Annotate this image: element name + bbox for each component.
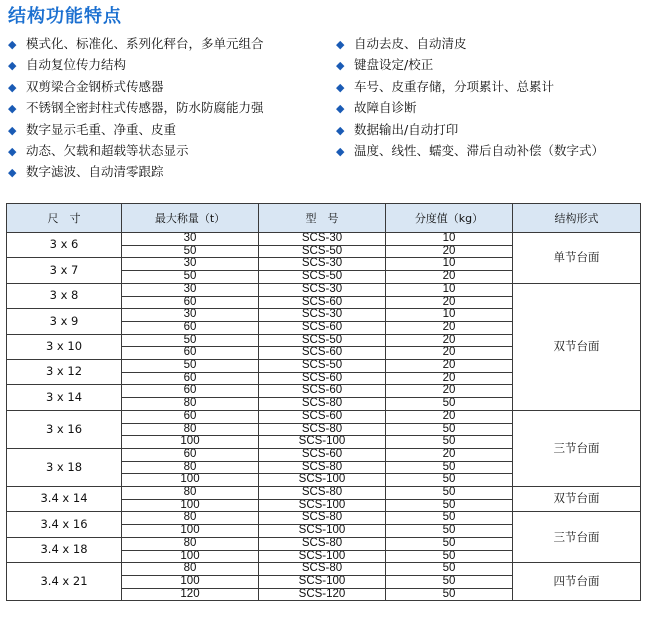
cell-division: 50 <box>386 550 513 563</box>
cell-size: 3 x 9 <box>7 309 122 334</box>
cell-division: 20 <box>386 334 513 347</box>
cell-capacity: 60 <box>122 372 259 385</box>
cell-capacity: 80 <box>122 461 259 474</box>
cell-model: SCS-60 <box>259 410 386 423</box>
feature-item <box>8 161 264 182</box>
cell-division: 20 <box>386 347 513 360</box>
cell-size: 3 x 7 <box>7 258 122 283</box>
cell-model: SCS-100 <box>259 550 386 563</box>
cell-size: 3.4 x 14 <box>7 487 122 512</box>
diamond-bullet-icon: ◆ <box>336 102 345 116</box>
cell-model: SCS-60 <box>259 347 386 360</box>
cell-structure: 三节台面 <box>513 410 641 486</box>
cell-capacity: 100 <box>122 575 259 588</box>
cell-division: 50 <box>386 499 513 512</box>
cell-size: 3 x 16 <box>7 410 122 448</box>
feature-item <box>8 140 264 161</box>
cell-model: SCS-60 <box>259 296 386 309</box>
cell-structure: 双节台面 <box>513 487 641 512</box>
cell-size: 3 x 10 <box>7 334 122 359</box>
table-row <box>7 487 641 500</box>
cell-model: SCS-120 <box>259 588 386 601</box>
cell-structure: 四节台面 <box>513 563 641 601</box>
cell-model: SCS-30 <box>259 283 386 296</box>
cell-capacity: 60 <box>122 410 259 423</box>
cell-division: 50 <box>386 474 513 487</box>
feature-text: 键盘设定/校正 <box>354 57 434 73</box>
cell-capacity: 60 <box>122 448 259 461</box>
cell-model: SCS-50 <box>259 271 386 284</box>
cell-model: SCS-30 <box>259 258 386 271</box>
cell-capacity: 50 <box>122 245 259 258</box>
cell-model: SCS-50 <box>259 334 386 347</box>
cell-capacity: 50 <box>122 334 259 347</box>
spec-table-body <box>7 233 641 601</box>
cell-size: 3 x 18 <box>7 448 122 486</box>
cell-division: 20 <box>386 321 513 334</box>
feature-item <box>336 119 604 140</box>
cell-division: 20 <box>386 372 513 385</box>
cell-capacity: 60 <box>122 321 259 334</box>
header-division: 分度值（kg） <box>386 204 513 233</box>
cell-model: SCS-30 <box>259 309 386 322</box>
cell-model: SCS-60 <box>259 321 386 334</box>
feature-item <box>8 119 264 140</box>
cell-capacity: 100 <box>122 436 259 449</box>
cell-structure: 三节台面 <box>513 512 641 563</box>
feature-text: 双剪梁合金钢桥式传感器 <box>26 78 164 94</box>
cell-division: 50 <box>386 487 513 500</box>
table-row <box>7 563 641 576</box>
feature-text: 不锈钢全密封柱式传感器，防水防腐能力强 <box>26 100 264 116</box>
cell-size: 3 x 6 <box>7 233 122 258</box>
header-structure: 结构形式 <box>513 204 641 233</box>
diamond-bullet-icon: ◆ <box>336 38 345 51</box>
feature-item <box>336 140 604 161</box>
header-max-capacity: 最大称量（t） <box>122 204 259 233</box>
cell-division: 50 <box>386 537 513 550</box>
cell-model: SCS-80 <box>259 512 386 525</box>
diamond-bullet-icon: ◆ <box>8 166 17 180</box>
feature-text: 模式化、标准化、系列化秤台，多单元组合 <box>26 36 264 51</box>
section-title: 结构功能特点 <box>8 6 122 27</box>
feature-text: 动态、欠载和超载等状态显示 <box>26 142 189 158</box>
cell-division: 50 <box>386 525 513 538</box>
feature-text: 温度、线性、蠕变、滞后自动补偿（数字式） <box>354 142 605 158</box>
cell-division: 50 <box>386 461 513 474</box>
cell-division: 20 <box>386 448 513 461</box>
cell-model: SCS-100 <box>259 499 386 512</box>
diamond-bullet-icon: ◆ <box>8 38 17 51</box>
cell-division: 50 <box>386 398 513 411</box>
cell-capacity: 30 <box>122 258 259 271</box>
diamond-bullet-icon: ◆ <box>336 144 345 158</box>
diamond-bullet-icon: ◆ <box>8 123 17 137</box>
cell-division: 50 <box>386 563 513 576</box>
cell-capacity: 30 <box>122 233 259 246</box>
feature-text: 自动复位传力结构 <box>26 57 127 73</box>
feature-text: 故障自诊断 <box>354 100 417 116</box>
cell-model: SCS-50 <box>259 245 386 258</box>
cell-model: SCS-100 <box>259 575 386 588</box>
table-header-row <box>7 204 641 233</box>
table-row <box>7 512 641 525</box>
cell-size: 3 x 12 <box>7 360 122 385</box>
cell-size: 3.4 x 16 <box>7 512 122 537</box>
cell-capacity: 80 <box>122 487 259 500</box>
feature-text: 数据输出/自动打印 <box>354 121 459 137</box>
header-model: 型 号 <box>259 204 386 233</box>
feature-text: 数字滤波、自动清零跟踪 <box>26 164 164 180</box>
cell-model: SCS-80 <box>259 423 386 436</box>
cell-model: SCS-80 <box>259 461 386 474</box>
cell-capacity: 100 <box>122 550 259 563</box>
diamond-bullet-icon: ◆ <box>8 80 17 94</box>
cell-capacity: 30 <box>122 309 259 322</box>
cell-division: 50 <box>386 423 513 436</box>
cell-division: 50 <box>386 512 513 525</box>
diamond-bullet-icon: ◆ <box>8 59 17 73</box>
cell-model: SCS-30 <box>259 233 386 246</box>
cell-model: SCS-100 <box>259 436 386 449</box>
cell-division: 20 <box>386 296 513 309</box>
cell-division: 10 <box>386 283 513 296</box>
header-size: 尺 寸 <box>7 204 122 233</box>
cell-capacity: 80 <box>122 398 259 411</box>
cell-capacity: 100 <box>122 499 259 512</box>
cell-structure: 双节台面 <box>513 283 641 410</box>
diamond-bullet-icon: ◆ <box>8 102 17 116</box>
feature-text: 车号、皮重存储，分项累计、总累计 <box>354 78 555 94</box>
cell-model: SCS-100 <box>259 474 386 487</box>
diamond-bullet-icon: ◆ <box>336 59 345 73</box>
cell-capacity: 80 <box>122 512 259 525</box>
spec-table <box>6 203 641 601</box>
cell-division: 50 <box>386 588 513 601</box>
cell-capacity: 120 <box>122 588 259 601</box>
cell-size: 3.4 x 18 <box>7 537 122 562</box>
cell-division: 10 <box>386 233 513 246</box>
feature-item <box>336 76 604 97</box>
table-row <box>7 233 641 246</box>
cell-model: SCS-80 <box>259 563 386 576</box>
feature-item <box>8 97 264 118</box>
cell-division: 20 <box>386 410 513 423</box>
cell-capacity: 60 <box>122 347 259 360</box>
cell-size: 3 x 8 <box>7 283 122 308</box>
cell-division: 50 <box>386 436 513 449</box>
cell-capacity: 80 <box>122 423 259 436</box>
diamond-bullet-icon: ◆ <box>336 80 345 94</box>
cell-capacity: 60 <box>122 296 259 309</box>
cell-model: SCS-50 <box>259 360 386 373</box>
cell-division: 20 <box>386 271 513 284</box>
cell-capacity: 30 <box>122 283 259 296</box>
cell-capacity: 80 <box>122 563 259 576</box>
cell-structure: 单节台面 <box>513 233 641 284</box>
cell-capacity: 60 <box>122 385 259 398</box>
cell-division: 20 <box>386 245 513 258</box>
cell-division: 50 <box>386 575 513 588</box>
cell-model: SCS-60 <box>259 448 386 461</box>
feature-item <box>8 33 264 54</box>
cell-capacity: 100 <box>122 525 259 538</box>
cell-division: 10 <box>386 258 513 271</box>
feature-text: 自动去皮、自动清皮 <box>354 36 467 51</box>
cell-capacity: 50 <box>122 271 259 284</box>
feature-item <box>8 76 264 97</box>
cell-capacity: 100 <box>122 474 259 487</box>
cell-size: 3.4 x 21 <box>7 563 122 601</box>
cell-model: SCS-80 <box>259 487 386 500</box>
cell-model: SCS-100 <box>259 525 386 538</box>
feature-item <box>336 54 604 75</box>
cell-division: 20 <box>386 385 513 398</box>
table-row <box>7 410 641 423</box>
feature-list-left <box>8 33 264 183</box>
feature-item <box>8 54 264 75</box>
table-row <box>7 283 641 296</box>
cell-model: SCS-60 <box>259 372 386 385</box>
cell-division: 20 <box>386 360 513 373</box>
cell-model: SCS-80 <box>259 398 386 411</box>
feature-item <box>336 97 604 118</box>
diamond-bullet-icon: ◆ <box>8 144 17 158</box>
cell-size: 3 x 14 <box>7 385 122 410</box>
cell-capacity: 80 <box>122 537 259 550</box>
cell-division: 10 <box>386 309 513 322</box>
feature-list-right <box>336 33 604 161</box>
feature-item <box>336 33 604 54</box>
cell-model: SCS-80 <box>259 537 386 550</box>
cell-capacity: 50 <box>122 360 259 373</box>
diamond-bullet-icon: ◆ <box>336 123 345 137</box>
cell-model: SCS-60 <box>259 385 386 398</box>
feature-text: 数字显示毛重、净重、皮重 <box>26 121 177 137</box>
